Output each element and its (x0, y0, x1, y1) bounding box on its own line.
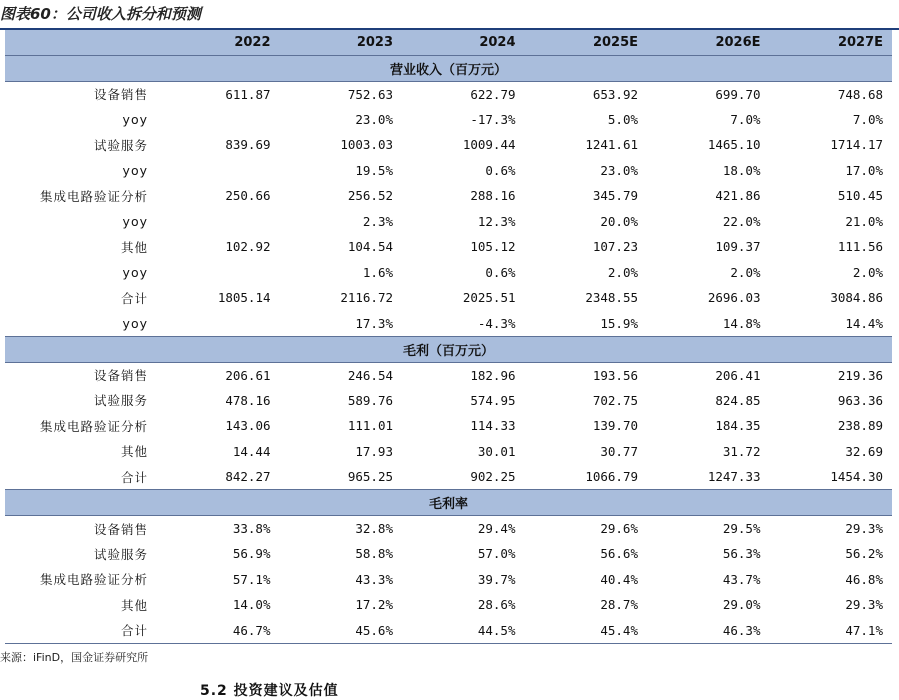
table-cell: 478.16 (225, 392, 271, 408)
revenue-forecast-table (5, 30, 892, 644)
table-body (5, 55, 892, 643)
table-row (5, 388, 892, 414)
table-cell: 182.96 (470, 367, 516, 383)
section-header-row (5, 55, 892, 81)
section-title: 营业收入（百万元） (5, 55, 892, 81)
table-cell: 2.0% (607, 264, 638, 280)
table-cell: 57.0% (477, 546, 516, 562)
table-cell: 45.6% (280, 618, 403, 644)
table-row (5, 209, 892, 235)
table-cell: 0.6% (485, 162, 516, 178)
table-cell: 2.3% (362, 213, 393, 229)
row-label: yoy (122, 315, 148, 331)
table-cell: 143.06 (225, 418, 271, 434)
table-cell: 345.79 (592, 188, 638, 204)
table-cell: 56.2% (845, 546, 883, 562)
table-cell: 31.72 (722, 443, 761, 459)
table-cell: 238.89 (837, 418, 883, 434)
row-label: 其他 (120, 239, 148, 255)
table-cell: 47.1% (770, 618, 893, 644)
table-cell: 2696.03 (707, 290, 761, 306)
table-cell: 46.7% (157, 618, 280, 644)
table-cell: 43.7% (722, 571, 761, 587)
source-note: 来源：iFinD，国金证券研究所 (0, 651, 149, 664)
table-cell: 206.41 (715, 367, 761, 383)
table-row (5, 618, 892, 644)
row-label: 合计 (5, 618, 157, 644)
table-cell: 1241.61 (585, 137, 638, 153)
table-cell: 965.25 (347, 469, 393, 484)
table-cell: 2116.72 (340, 290, 393, 306)
table-cell (157, 311, 280, 337)
table-row (5, 413, 892, 439)
table-row (5, 183, 892, 209)
table-cell: 14.0% (232, 597, 271, 613)
table-row (5, 311, 892, 337)
table-cell: 29.6% (600, 521, 638, 536)
table-cell: 29.3% (845, 597, 883, 613)
table-cell: 40.4% (600, 571, 638, 587)
table-cell: 17.0% (845, 162, 883, 178)
table-cell: 963.36 (837, 392, 883, 408)
table-cell: 57.1% (232, 571, 271, 587)
table-cell: 29.4% (477, 521, 516, 536)
table-cell: 18.0% (722, 162, 761, 178)
table-cell: 206.61 (225, 367, 271, 383)
table-cell: 2.0% (852, 264, 883, 280)
table-cell: 7.0% (730, 111, 761, 127)
table-cell: 5.0% (607, 111, 638, 127)
table-cell: 15.9% (600, 315, 638, 331)
table-cell: 111.01 (347, 418, 393, 434)
table-cell: 23.0% (600, 162, 638, 178)
table-cell: 29.3% (845, 521, 883, 536)
table-cell: 45.4% (525, 618, 648, 644)
table-cell (157, 158, 280, 184)
table-cell: -17.3% (470, 111, 516, 127)
table-cell: 611.87 (225, 86, 271, 102)
figure-title: 图表60：公司收入拆分和预测 (0, 5, 201, 23)
table-cell: 421.86 (715, 188, 761, 204)
table-row (5, 285, 892, 311)
table-cell (157, 260, 280, 286)
section-header-row (5, 490, 892, 516)
table-cell: 30.01 (477, 443, 516, 459)
table-cell (157, 209, 280, 235)
table-cell: 574.95 (470, 392, 516, 408)
table-cell: 752.63 (347, 86, 393, 102)
table-row (5, 158, 892, 184)
table-cell: 699.70 (715, 86, 761, 102)
table-cell: 1805.14 (217, 290, 271, 306)
table-cell: 184.35 (715, 418, 761, 434)
year-header: 2027E (770, 30, 893, 55)
row-label: yoy (122, 213, 148, 229)
table-cell: 702.75 (592, 392, 638, 408)
section-heading: 5.2 投资建议及估值 (200, 683, 339, 699)
table-cell: 22.0% (722, 213, 761, 229)
table-cell: 256.52 (347, 188, 393, 204)
table-cell: 250.66 (225, 188, 271, 204)
table-cell: 39.7% (477, 571, 516, 587)
table-row (5, 592, 892, 618)
table-cell: 56.9% (232, 546, 271, 562)
table-cell: 29.5% (722, 521, 761, 536)
table-cell: 653.92 (592, 86, 638, 102)
row-label: yoy (122, 111, 148, 127)
row-label: yoy (122, 162, 148, 178)
table-cell: 2348.55 (585, 290, 638, 306)
row-label: 试验服务 (93, 137, 148, 153)
table-cell (157, 107, 280, 133)
table-cell: 902.25 (470, 469, 516, 484)
header-corner (5, 30, 157, 55)
year-header: 2024 (402, 30, 525, 55)
table-cell: 510.45 (837, 188, 883, 204)
table-cell: 288.16 (470, 188, 516, 204)
row-label: yoy (122, 264, 148, 280)
table-cell: 105.12 (470, 239, 516, 255)
row-label: 其他 (120, 444, 148, 460)
table-cell: 20.0% (600, 213, 638, 229)
table-cell: 102.92 (225, 239, 271, 255)
table-cell: 43.3% (355, 571, 393, 587)
table-cell: 33.8% (232, 521, 271, 536)
table-cell: 28.7% (600, 597, 638, 613)
table-cell: 114.33 (470, 418, 516, 434)
table-cell: 193.56 (592, 367, 638, 383)
table-row (5, 107, 892, 133)
table-cell: 44.5% (402, 618, 525, 644)
table-cell: 14.44 (232, 443, 271, 459)
table-cell: 21.0% (845, 213, 883, 229)
row-label: 设备销售 (93, 521, 148, 537)
table-cell: 12.3% (477, 213, 516, 229)
table-cell: 107.23 (592, 239, 638, 255)
table-cell: 1009.44 (462, 137, 516, 153)
row-label: 设备销售 (93, 368, 148, 383)
table-row (5, 464, 892, 490)
table-row (5, 260, 892, 286)
table-row (5, 567, 892, 593)
table-cell: 17.3% (355, 315, 393, 331)
year-header: 2022 (157, 30, 280, 55)
table-cell: 29.0% (722, 597, 761, 613)
table-cell: 589.76 (347, 392, 393, 408)
table-cell: 1066.79 (585, 469, 638, 484)
table-cell: 46.8% (845, 571, 883, 587)
table-cell: 748.68 (837, 86, 883, 102)
table-cell: -4.3% (477, 315, 516, 331)
table-row (5, 439, 892, 465)
section-title: 毛利率 (5, 490, 892, 516)
year-header: 2023 (280, 30, 403, 55)
table-cell: 56.3% (722, 546, 761, 562)
table-cell: 842.27 (225, 469, 271, 484)
row-label: 试验服务 (93, 546, 148, 562)
table-cell: 824.85 (715, 392, 761, 408)
row-label: 其他 (120, 597, 148, 613)
year-header: 2026E (647, 30, 770, 55)
table-cell: 17.2% (355, 597, 393, 613)
table-cell: 14.4% (845, 315, 883, 331)
table-row (5, 541, 892, 567)
table-cell: 19.5% (355, 162, 393, 178)
table-cell: 1465.10 (707, 137, 761, 153)
table-cell: 622.79 (470, 86, 516, 102)
table-cell: 28.6% (477, 597, 516, 613)
row-label: 设备销售 (93, 87, 148, 102)
section-header-row (5, 336, 892, 362)
section-title: 毛利（百万元） (5, 336, 892, 362)
table-cell: 109.37 (715, 239, 761, 255)
table-cell: 246.54 (347, 367, 393, 383)
table-cell: 56.6% (600, 546, 638, 562)
table-cell: 219.36 (837, 367, 883, 383)
row-label: 集成电路验证分析 (39, 188, 148, 204)
table-cell: 139.70 (592, 418, 638, 434)
table-cell: 23.0% (355, 111, 393, 127)
table-cell: 0.6% (485, 264, 516, 280)
table-cell: 839.69 (225, 137, 271, 153)
table-cell: 32.8% (355, 521, 393, 536)
table-cell: 1247.33 (707, 469, 761, 484)
table-row (5, 132, 892, 158)
table-cell: 14.8% (722, 315, 761, 331)
table-cell: 58.8% (355, 546, 393, 562)
year-header-row (5, 30, 892, 55)
table-row (5, 234, 892, 260)
table-cell: 17.93 (355, 443, 393, 459)
table-row (5, 81, 892, 107)
table-cell: 104.54 (347, 239, 393, 255)
table-cell: 46.3% (647, 618, 770, 644)
table-cell: 1714.17 (830, 137, 883, 153)
row-label: 集成电路验证分析 (39, 418, 148, 434)
table-cell: 32.69 (845, 443, 883, 459)
row-label: 集成电路验证分析 (39, 572, 148, 588)
table-cell: 2.0% (730, 264, 761, 280)
table-cell: 3084.86 (830, 290, 883, 306)
table-row (5, 516, 892, 542)
table-cell: 30.77 (600, 443, 638, 459)
table-cell: 111.56 (837, 239, 883, 255)
row-label: 合计 (120, 469, 148, 485)
row-label: 合计 (120, 290, 148, 306)
table-cell: 1003.03 (340, 137, 393, 153)
row-label: 试验服务 (93, 393, 148, 409)
table-cell: 2025.51 (462, 290, 516, 306)
table-cell: 1.6% (362, 264, 393, 280)
table-row (5, 362, 892, 388)
table-cell: 1454.30 (830, 469, 883, 484)
table-cell: 7.0% (852, 111, 883, 127)
year-header: 2025E (525, 30, 648, 55)
